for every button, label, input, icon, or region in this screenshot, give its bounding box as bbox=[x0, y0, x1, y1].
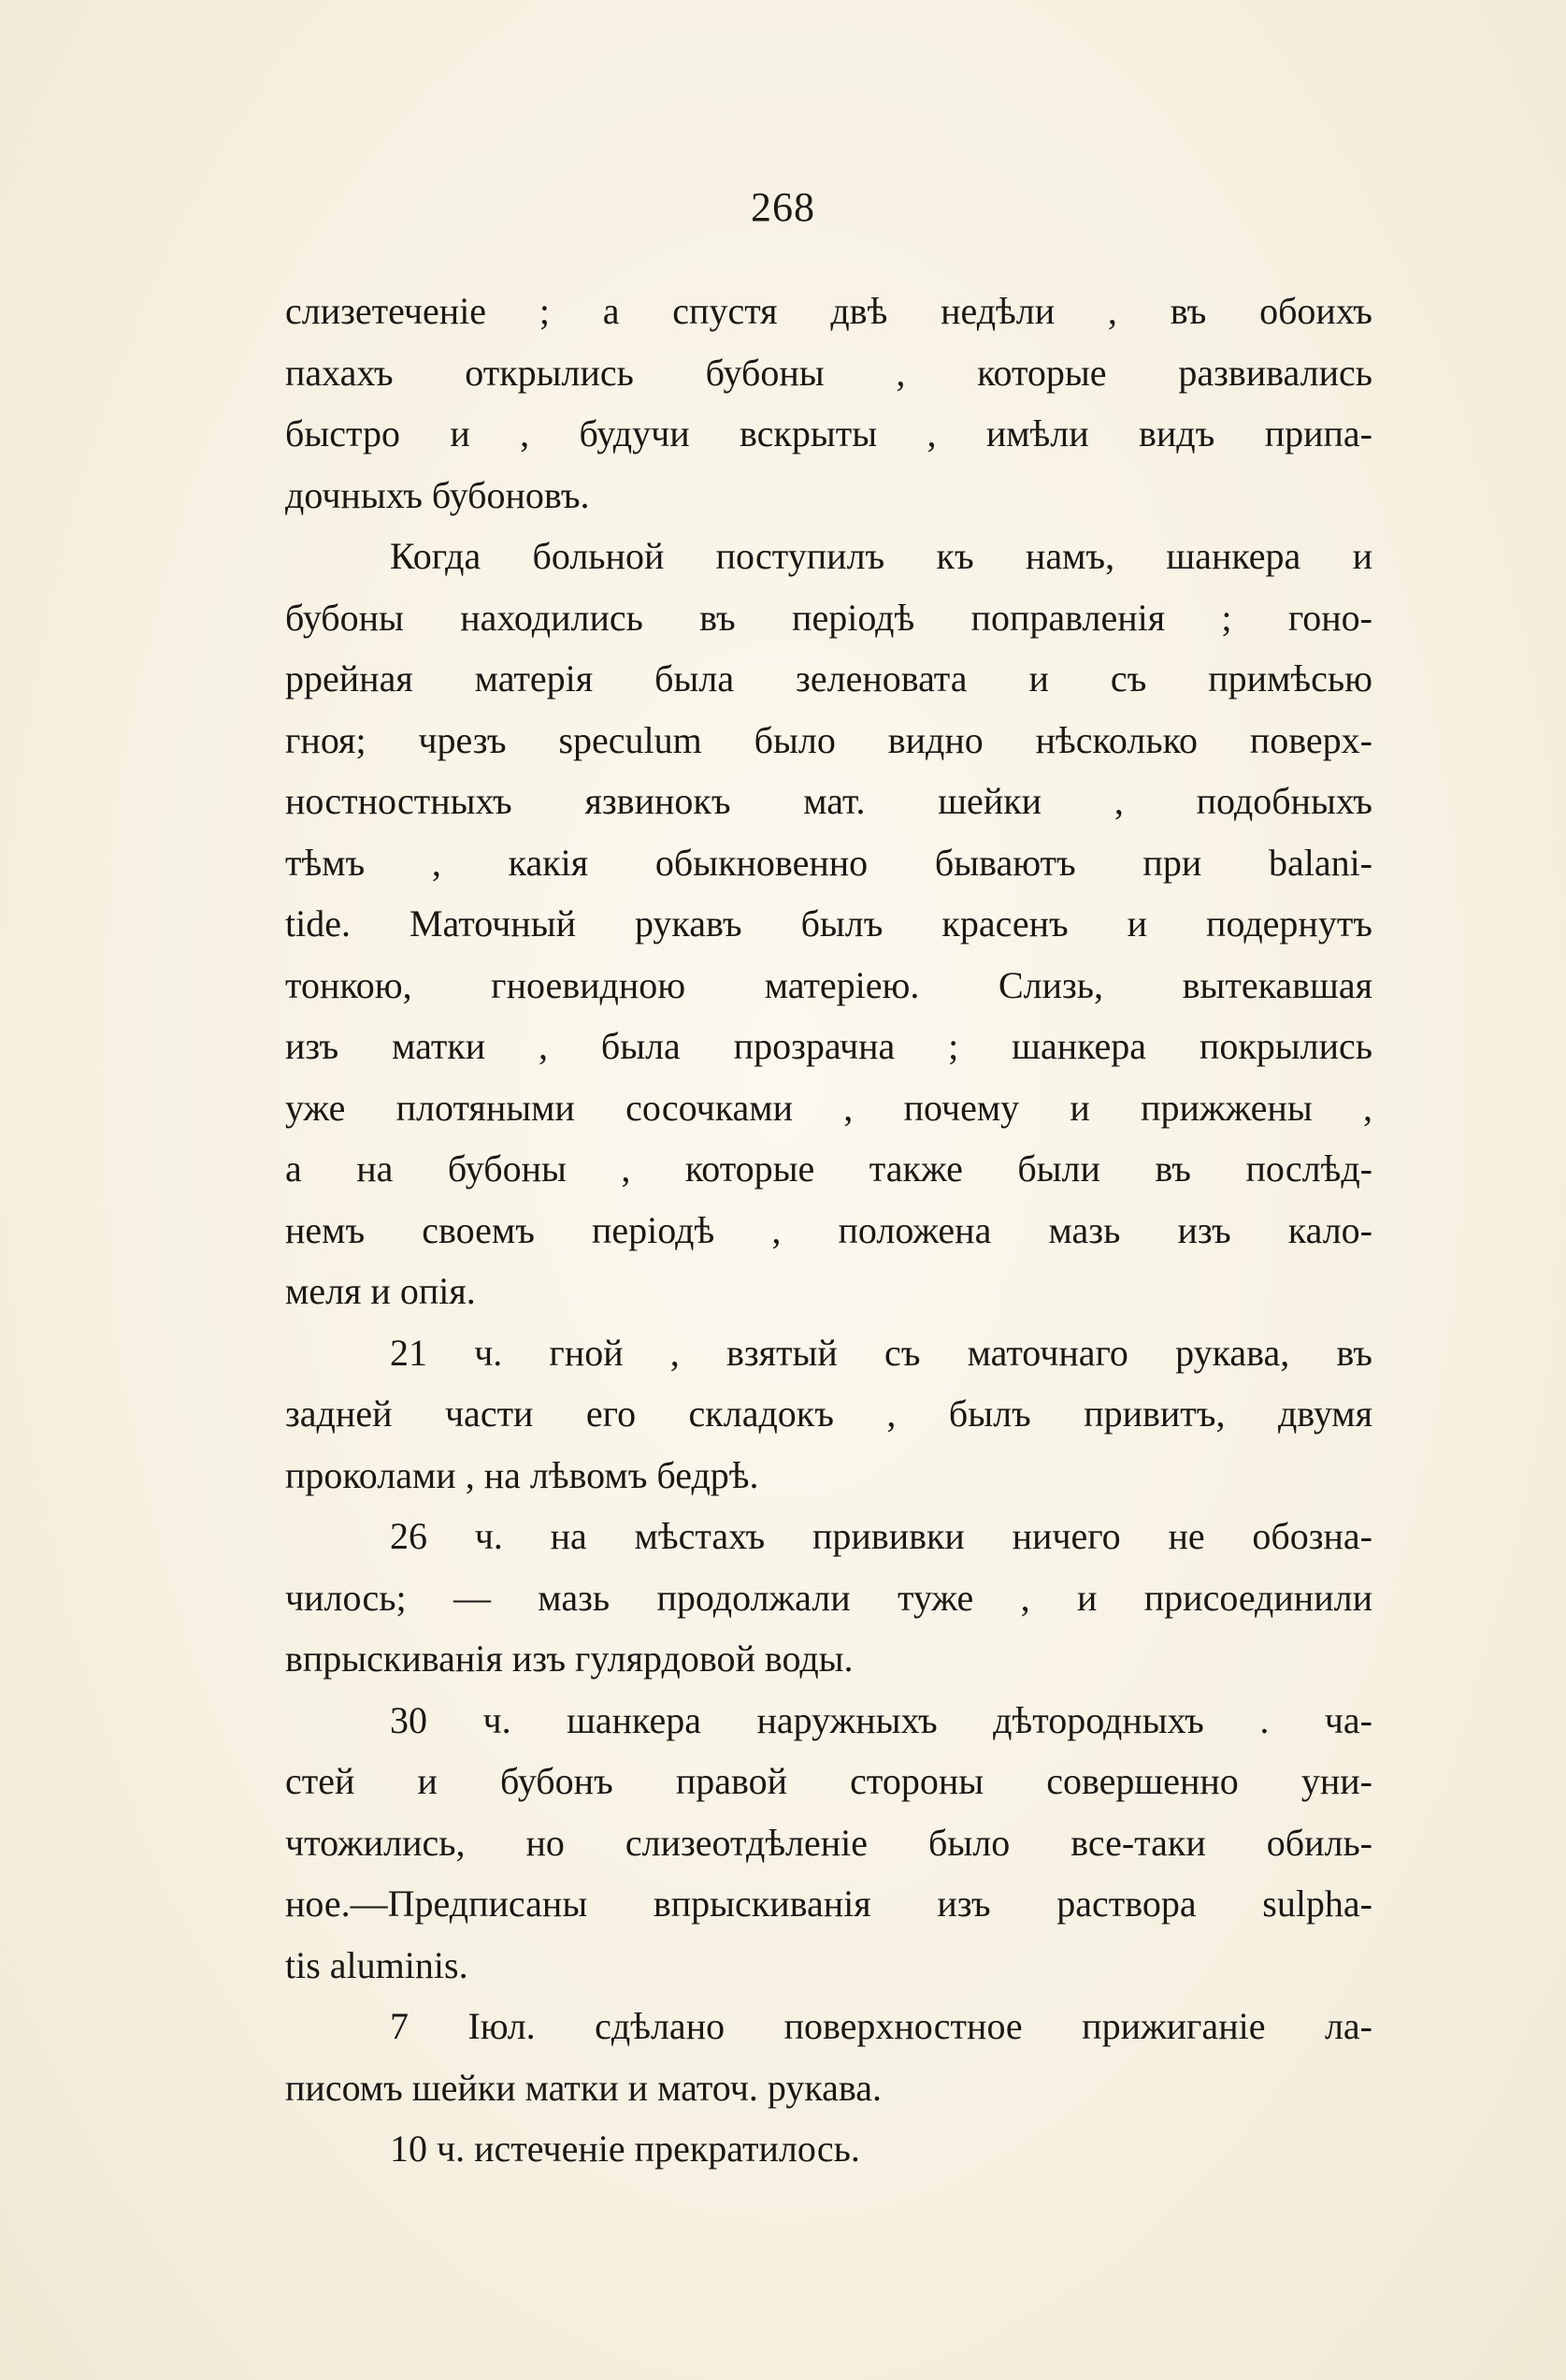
text-line: Когда больной поступилъ къ намъ, шанкера и bbox=[390, 535, 1372, 577]
text-line: слизетеченіе ; а спустя двѣ недѣли , въ обоихъ bbox=[285, 290, 1372, 332]
text-line: впрыскиванія изъ гулярдовой воды. bbox=[285, 1637, 854, 1680]
text-line: тонкою, гноевидною матеріею. Слизь, вытекавшая bbox=[285, 963, 1372, 1006]
text-line: задней части его складокъ , былъ привитъ, двумя bbox=[285, 1392, 1372, 1435]
text-line: а на бубоны , которые также были въ послѣд- bbox=[285, 1147, 1372, 1190]
text-line: 26 ч. на мѣстахъ прививки ничего не обозна- bbox=[390, 1515, 1372, 1557]
text-line: чилось; — мазь продолжали туже , и присоединили bbox=[285, 1576, 1372, 1619]
text-line: 10 ч. истеченіе прекратилось. bbox=[390, 2128, 860, 2170]
page-number: 268 bbox=[751, 184, 815, 230]
text-line: гноя; чрезъ speculum было видно нѣсколько поверх- bbox=[285, 718, 1372, 761]
text-line: tis aluminis. bbox=[285, 1943, 468, 1986]
text-line: немъ своемъ періодѣ , положена мазь изъ кало- bbox=[285, 1208, 1372, 1251]
text-line: чтожились, но слизеотдѣленіе было все-таки обиль- bbox=[285, 1821, 1372, 1864]
text-line: ностностныхъ язвинокъ мат. шейки , подобныхъ bbox=[285, 780, 1372, 822]
text-line: tide. Маточный рукавъ былъ красенъ и подернутъ bbox=[285, 902, 1372, 945]
text-line: 30 ч. шанкера наружныхъ дѣтородныхъ . ча- bbox=[390, 1698, 1372, 1741]
text-line: меля и опія. bbox=[285, 1270, 476, 1312]
text-line: дочныхъ бубоновъ. bbox=[285, 473, 590, 516]
text-line: изъ матки , была прозрачна ; шанкера покрылись bbox=[285, 1025, 1372, 1067]
text-line: бубоны находились въ періодѣ поправленія ; гоно- bbox=[285, 596, 1372, 639]
text-line: писомъ шейки матки и маточ. рукава. bbox=[285, 2066, 883, 2109]
text-line: 21 ч. гной , взятый съ маточнаго рукава, въ bbox=[390, 1331, 1372, 1374]
text-line: 7 Іюл. сдѣлано поверхностное прижиганіе ла- bbox=[390, 2005, 1372, 2047]
text-line: ное.—Предписаны впрыскиванія изъ раствора sulpha- bbox=[285, 1882, 1372, 1925]
text-line: стей и бубонъ правой стороны совершенно уни- bbox=[285, 1760, 1372, 1802]
text-line: уже плотяными сосочками , почему и прижжены , bbox=[285, 1086, 1372, 1129]
body-text bbox=[285, 281, 1372, 2180]
text-line: быстро и , будучи вскрыты , имѣли видъ припа- bbox=[285, 412, 1372, 454]
text-line: тѣмъ , какія обыкновенно бываютъ при balani- bbox=[285, 841, 1372, 884]
text-line: пахахъ открылись бубоны , которые развивались bbox=[285, 351, 1372, 394]
text-line: ррейная матерія была зеленовата и съ примѣсью bbox=[285, 657, 1372, 700]
text-line: проколами , на лѣвомъ бедрѣ. bbox=[285, 1453, 759, 1496]
